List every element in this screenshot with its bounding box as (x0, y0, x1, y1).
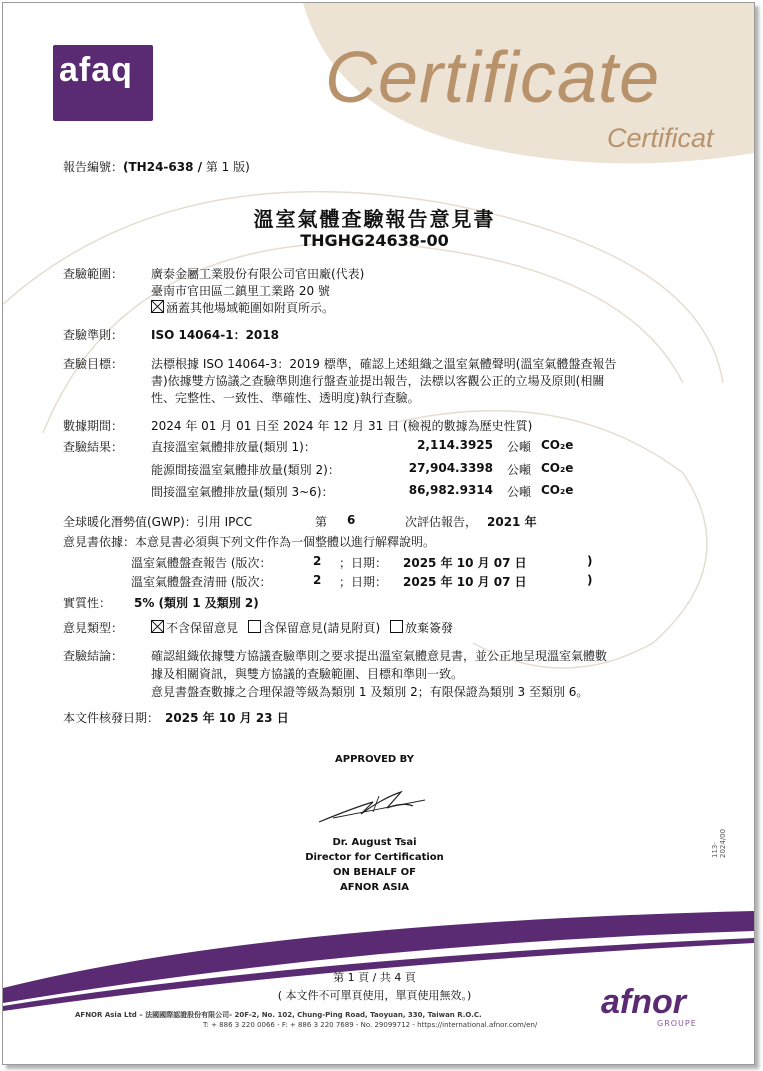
issue-date: 本文件核發日期： 2025 年 10 月 23 日 (63, 711, 289, 725)
result-gas-1: CO₂e (541, 438, 574, 452)
basis-doc-1-name: 溫室氣體盤查報告 (版次： (131, 556, 272, 570)
basis-doc-2-close: ) (587, 573, 593, 587)
gwp-ordinal: 6 (347, 513, 356, 527)
objective-label: 查驗目標： (63, 357, 124, 371)
afnor-logo: afnor (601, 983, 686, 1021)
basis-doc-1-close: ) (587, 554, 593, 568)
scope-line-2: 臺南市官田區二鎮里工業路 20 號 (151, 284, 330, 298)
gwp-suffix: 次評估報告， (405, 515, 478, 529)
report-number: 報告編號：(TH24-638 / 第 1 版) (63, 160, 250, 174)
conclusion-line-3: 意見書盤查數據之合理保證等級為類別 1 及類別 2；有限保證為類別 3 至類別 6。 (151, 685, 589, 699)
approver-role: Director for Certification (305, 852, 444, 863)
result-gas-3: CO₂e (541, 483, 574, 497)
result-name-1: 直接溫室氣體排放量(類別 1)： (151, 440, 316, 454)
opinion-type-options (151, 619, 453, 636)
opinion-basis-text: 意見書依據：本意見書必須與下列文件作為一個整體以進行解釋說明。 (63, 535, 436, 549)
materiality-value: 5% (類別 1 及類別 2) (134, 596, 259, 610)
objective-line-2: 書)依據雙方協議之查驗準則進行盤查並提出報告，法標以客觀公正的立場及原則(相關 (151, 374, 605, 388)
certificate-sheet (2, 2, 755, 1065)
basis-doc-2-date: 2025 年 10 月 07 日 (403, 575, 527, 589)
certificate-title: Certificate (325, 38, 661, 118)
scope-line-1: 廣泰金屬工業股份有限公司官田廠(代表) (151, 267, 365, 281)
afaq-logo: afaq (53, 45, 153, 121)
objective-line-1: 法標根據 ISO 14064-3：2019 標準，確認上述組織之溫室氣體聲明(溫室氣體盤查報告 (151, 357, 617, 371)
opinion-checkbox-unqualified (151, 620, 164, 633)
result-value-3: 86,982.9314 (408, 483, 493, 497)
result-name-3: 間接溫室氣體排放量(類別 3~6)： (151, 485, 334, 499)
criteria-label: 查驗準則： (63, 328, 124, 342)
basis-doc-2-version: 2 (313, 573, 322, 587)
document-title: 溫室氣體查驗報告意見書 (253, 207, 496, 231)
opinion-option-unqualified: 不含保留意見 (151, 621, 238, 635)
result-value-2: 27,904.3398 (408, 461, 493, 475)
result-unit-2: 公噸 (507, 463, 532, 477)
approver-org: AFNOR ASIA (339, 882, 410, 893)
result-name-2: 能源間接溫室氣體排放量(類別 2)： (151, 463, 340, 477)
period-label: 數據期間： (63, 419, 124, 433)
page-number: 第 1 頁 / 共 4 頁 (333, 971, 416, 984)
conclusion-label: 查驗結論： (63, 649, 124, 663)
objective-line-3: 性、完整性、一致性、準確性、透明度)執行查驗。 (151, 391, 420, 405)
scope-line-3: 涵蓋其他場域範圍如附頁所示。 (151, 299, 334, 316)
footer-address: AFNOR Asia Ltd – 法國國際認證股份有限公司- 20F-2, No. 102, Chung-Ping Road, Taoyuan, 330, Taiwan R.O.C. (75, 1011, 482, 1019)
conclusion-line-1: 確認組織依據雙方協議查驗準則之要求提出溫室氣體意見書，並公正地呈現溫室氣體數 (151, 649, 608, 663)
basis-doc-1-date-label: ；日期： (339, 556, 388, 570)
approver-name: Dr. August Tsai (332, 837, 417, 848)
document-code: THGHG24638-00 (300, 231, 449, 250)
opinion-option-disclaimer: 放棄簽發 (390, 621, 453, 635)
side-code: 113-2024/00 (711, 828, 727, 858)
gwp-year: 2021 年 (487, 515, 537, 529)
afnor-logo-sub: GROUPE (657, 1019, 697, 1028)
basis-doc-2-name: 溫室氣體盤查清冊 (版次： (131, 575, 272, 589)
single-page-note: ( 本文件不可單頁使用，單頁使用無效。) (277, 989, 472, 1002)
period-value: 2024 年 01 月 01 日至 2024 年 12 月 31 日 (檢視的數據為歷史性質) (151, 419, 533, 433)
gwp-label: 全球暖化潛勢值(GWP)：引用 IPCC (63, 515, 253, 529)
basis-doc-1-version: 2 (313, 554, 322, 568)
on-behalf-label: ON BEHALF OF (333, 867, 416, 878)
result-gas-2: CO₂e (541, 461, 574, 475)
result-value-1: 2,114.3925 (417, 438, 493, 452)
conclusion-line-2: 據及相關資訊，與雙方協議的查驗範圍、目標和準則一致。 (151, 667, 464, 681)
gwp-ordinal-prefix: 第 (315, 515, 328, 529)
scope-checkbox (151, 300, 164, 313)
certificate-subtitle: Certificat (607, 123, 714, 153)
basis-doc-1-date: 2025 年 10 月 07 日 (403, 556, 527, 570)
materiality-label: 實質性： (63, 596, 112, 610)
result-unit-3: 公噸 (507, 485, 532, 499)
signature (313, 778, 433, 828)
opinion-checkbox-qualified (248, 620, 261, 633)
approved-by-label: APPROVED BY (335, 754, 414, 765)
opinion-type-label: 意見類型： (63, 621, 124, 635)
footer-contact: T: + 886 3 220 0066 - F: + 886 3 220 7689 - No. 29099712 - https://international.afnor.com/en/ (203, 1021, 538, 1029)
result-unit-1: 公噸 (507, 440, 532, 454)
opinion-checkbox-disclaimer (390, 620, 403, 633)
criteria-value: ISO 14064-1：2018 (151, 328, 279, 342)
results-label: 查驗結果： (63, 440, 124, 454)
opinion-option-qualified: 含保留意見(請見附頁) (248, 621, 380, 635)
scope-label: 查驗範圍： (63, 267, 124, 281)
basis-doc-2-date-label: ；日期： (339, 575, 388, 589)
